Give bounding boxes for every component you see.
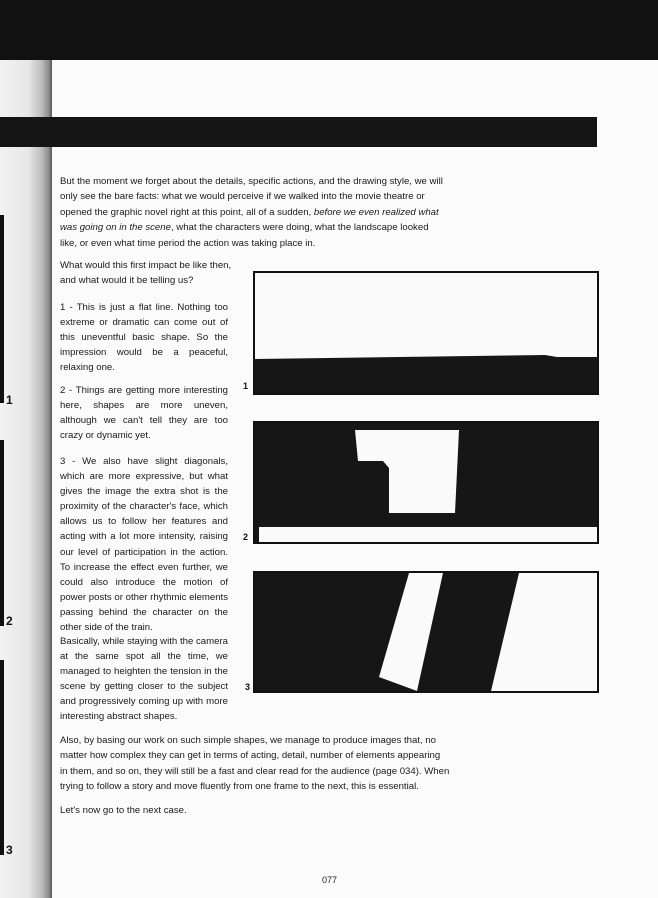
figure-label-3: 3 (245, 682, 251, 692)
figure-panel-3 (253, 571, 599, 693)
figure-panel-2 (253, 421, 599, 544)
intro-paragraph: But the moment we forget about the details, specific actions, and the drawing style, we will only see the bare facts: what we would perceive if we walked into the movie theatre or opened the graphic novel right at this point, all of a sudden, before we even realized what was going on in the scene, what the characters were doing, what the landscape looked like, or even what time period the action was taking place in. (60, 176, 443, 249)
point-3-text: 3 - We also have slight diagonals, which are more expressive, but what gives the image the extra shot is the proximity of the character's face, which allows us to follow her features and acting with a lot more intensity, raising our level of participation in the action. To increase the effect even further, we could also introduce the motion of power posts or other rhythmic elements passing behind the character on the other side of the train. (60, 456, 228, 634)
facing-page-label-3: 3 (6, 843, 13, 857)
facing-page-label-2: 2 (6, 614, 13, 628)
facing-page-mark-2 (0, 440, 4, 626)
figure-label-1: 1 (243, 381, 249, 391)
facing-page-mark-3 (0, 660, 4, 855)
scan-top-band (0, 0, 658, 60)
book-gutter (0, 60, 52, 898)
closing-line: Let's now go to the next case. (60, 805, 187, 816)
chapter-header-bar (0, 117, 597, 147)
question-paragraph: What would this first impact be like then, and what would it be telling us? (60, 260, 232, 287)
facing-page-label-1: 1 (6, 393, 13, 407)
also-paragraph: Also, by basing our work on such simple shapes, we manage to produce images that, no matter how complex they can get in terms of acting, detail, number of elements appearing in them, and so on, they will still be a fast and clear read for the audience (page 034). When trying to follow a story and move fluently from one frame to the next, this is essential. (60, 735, 450, 793)
figure-panel-1 (253, 271, 599, 395)
basically-paragraph: Basically, while staying with the camera at the same spot all the time, we managed to heighten the tension in the scene by getting closer to the subject and progressively coming up with more interesting abstract shapes. (60, 636, 228, 723)
point-1-text: 1 - This is just a flat line. Nothing too extreme or dramatic can come out of this uneventful basic shape. So the impression would be a peaceful, relaxing one. (60, 302, 228, 374)
uneven-shapes (255, 423, 597, 542)
point-2-text: 2 - Things are getting more interesting here, shapes are more uneven, although we can't tell they are too crazy or dynamic yet. (60, 385, 228, 442)
facing-page-mark-1 (0, 215, 4, 403)
flat-line-shape (255, 273, 597, 393)
diagonal-shapes (255, 573, 597, 691)
page-number: 077 (322, 875, 338, 885)
figure-label-2: 2 (243, 532, 249, 542)
